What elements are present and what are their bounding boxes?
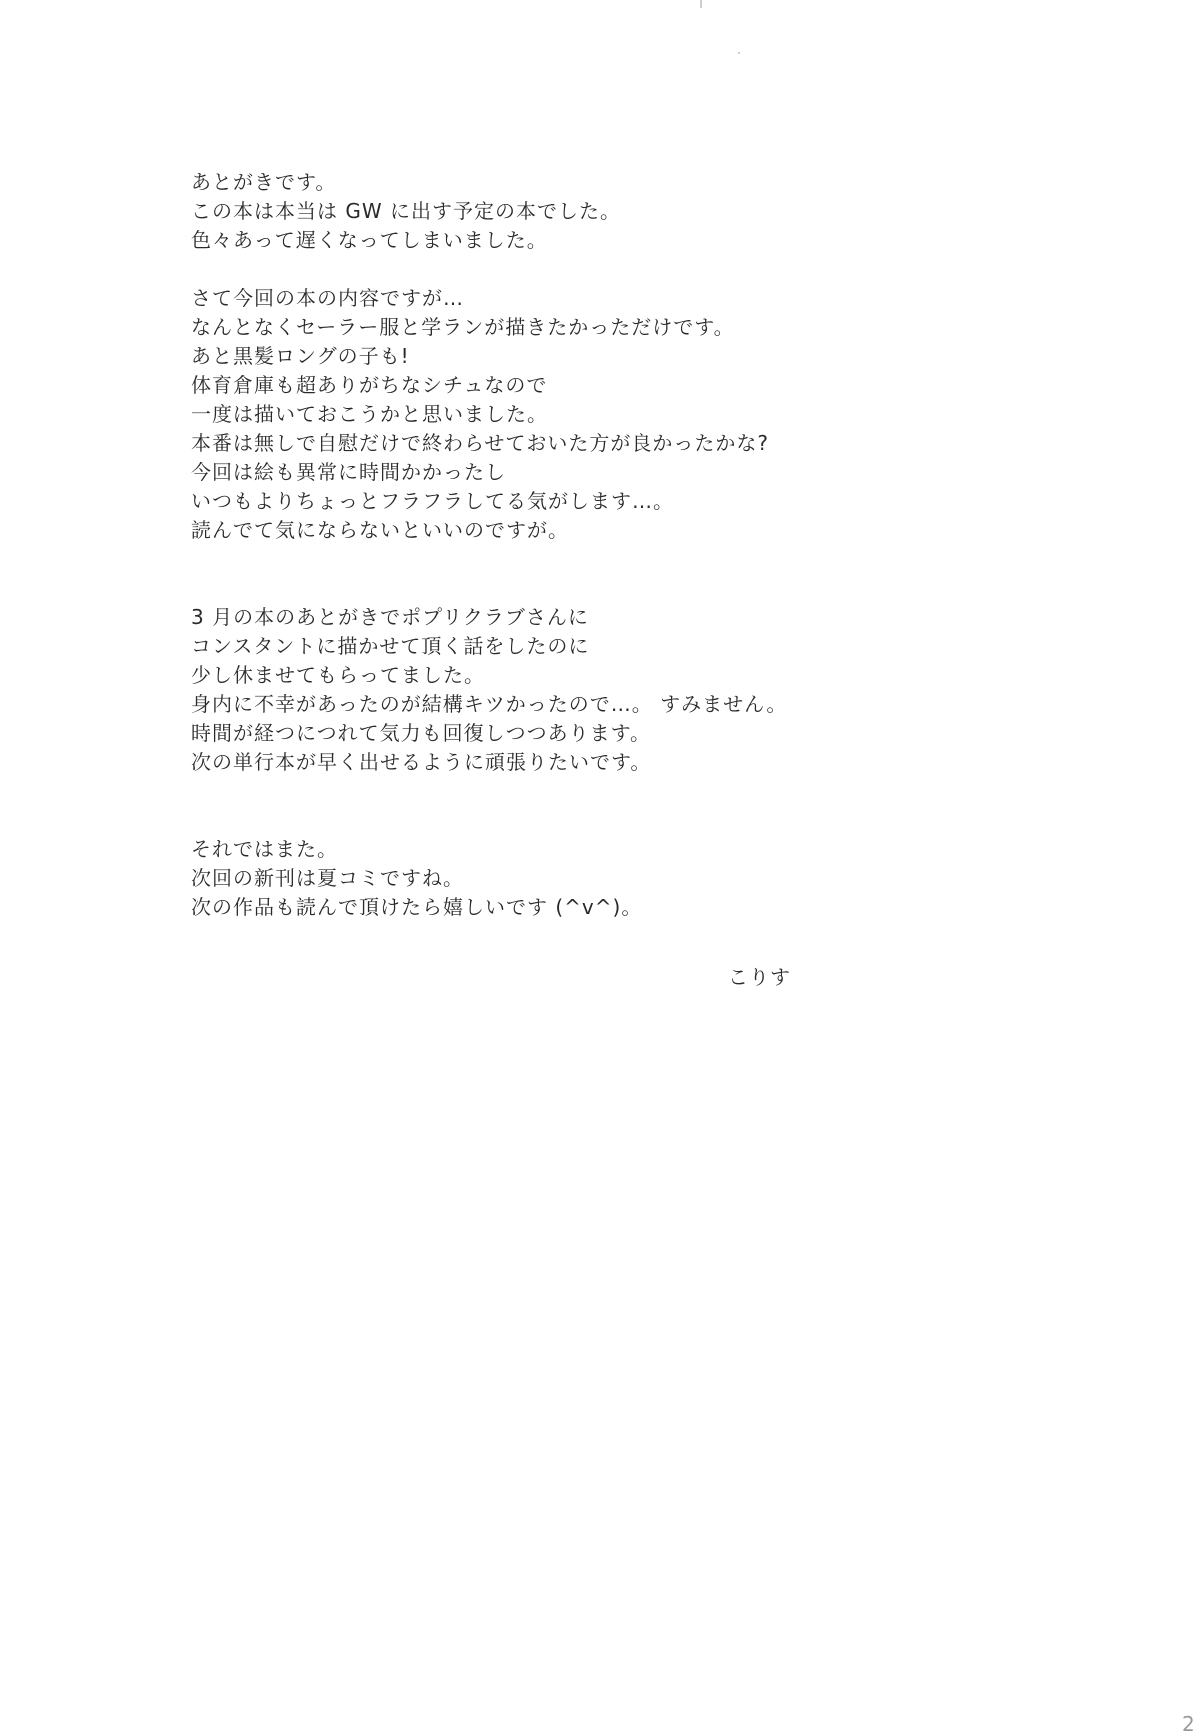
text-line: あとがきです。 [191,170,337,194]
scan-speck [700,0,702,8]
text-line: 次回の新刊は夏コミですね。 [191,866,464,890]
text-line: 3 月の本のあとがきでポプリクラブさんに [191,605,589,629]
text-line: 次の単行本が早く出せるように頑張りたいです。 [191,750,652,774]
text-line: 今回は絵も異常に時間かかったし [191,460,506,484]
text-line: この本は本当は GW に出す予定の本でした。 [191,199,621,223]
text-line: 次の作品も読んで頂けたら嬉しいです (^v^)。 [191,895,643,919]
text-line: 時間が経つにつれて気力も回復しつつあります。 [191,721,651,745]
text-line: 身内に不幸があったのが結構キツかったので…。 すみません。 [191,692,788,716]
text-line: さて今回の本の内容ですが… [191,286,464,310]
text-line: 少し休ませてもらってました。 [191,663,485,687]
text-line: 読んでて気にならないといいのですが。 [191,518,569,542]
afterword-text [191,168,1091,922]
text-line: 本番は無しで自慰だけで終わらせておいた方が良かったかな? [191,431,770,455]
text-line: なんとなくセーラー服と学ランが描きたかっただけです。 [191,315,735,339]
author-signature: こりす [728,965,791,989]
page-number: 2 [1182,1712,1195,1736]
text-line: 一度は描いておこうかと思いました。 [191,402,548,426]
text-line: それではまた。 [191,837,338,861]
text-line: 色々あって遅くなってしまいました。 [191,228,548,252]
text-line: いつもよりちょっとフラフラしてる気がします…。 [191,489,674,513]
scan-speck [738,52,740,54]
text-line: 体育倉庫も超ありがちなシチュなので [191,373,548,397]
text-line: あと黒髪ロングの子も! [191,344,410,368]
text-line: コンスタントに描かせて頂く話をしたのに [191,634,590,658]
